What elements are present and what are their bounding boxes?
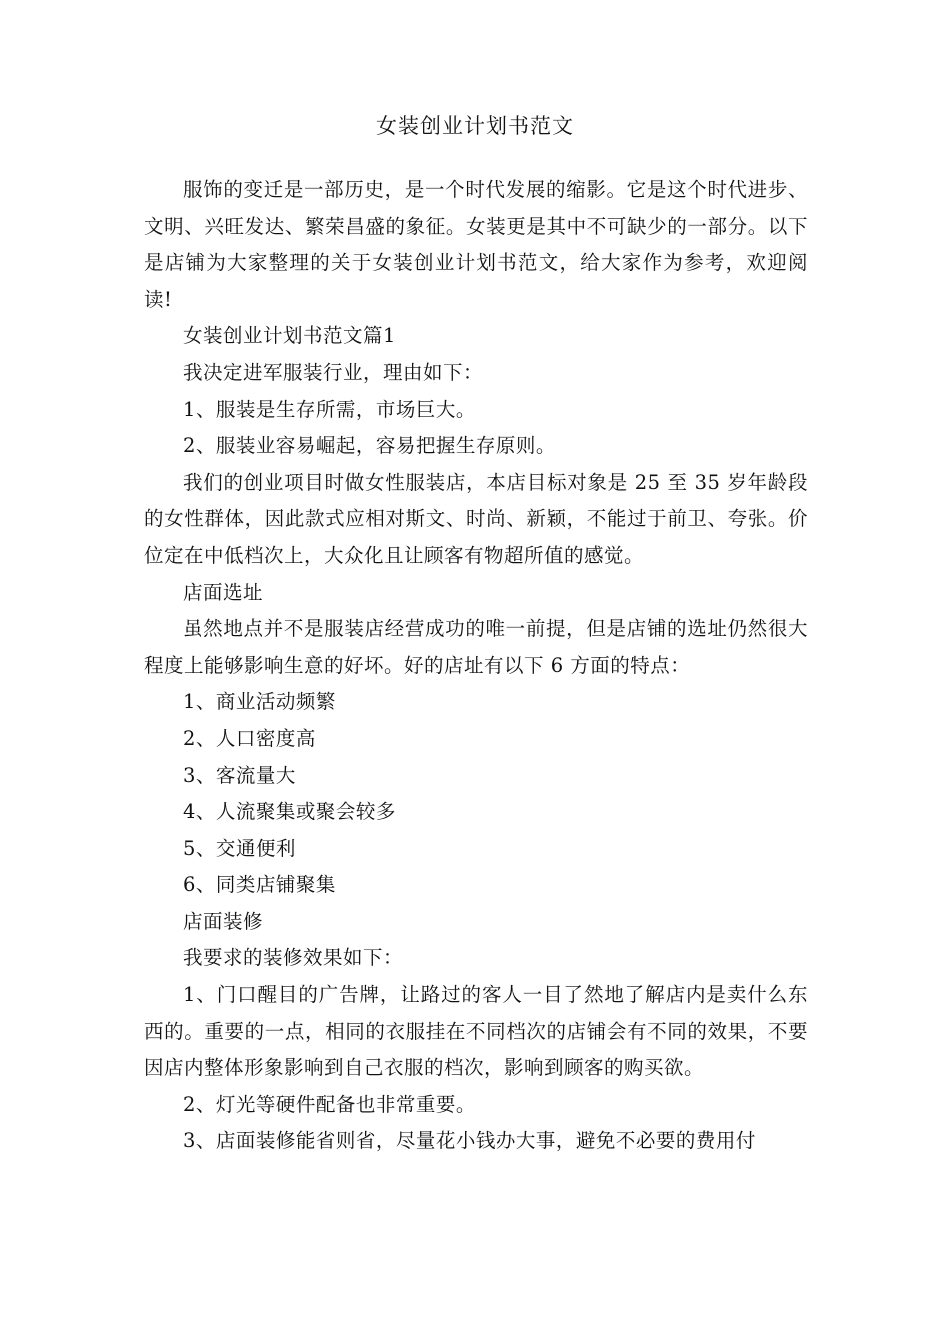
list-item: 4、人流聚集或聚会较多 [183,800,396,824]
list-item: 1、商业活动频繁 [183,690,336,714]
list-item: 6、同类店铺聚集 [183,873,336,897]
paragraph: 我决定进军服装行业，理由如下： [183,360,484,384]
paragraph-section-heading: 女装创业计划书范文篇1 [183,324,396,348]
paragraph-subheading: 店面装修 [183,909,264,933]
paragraph-subheading: 店面选址 [183,580,264,604]
paragraph: 虽然地点并不是服装店经营成功的唯一前提，但是店铺的选址仍然很大程度上能够影响生意的好坏。好的店址有以下 6 方面的特点： [144,617,808,677]
document-title: 女装创业计划书范文 [376,114,574,138]
list-item: 3、店面装修能省则省，尽量花小钱办大事，避免不必要的费用付 [183,1129,756,1153]
list-item: 5、交通便利 [183,836,296,860]
list-item: 2、灯光等硬件配备也非常重要。 [183,1092,476,1116]
list-item: 1、门口醒目的广告牌，让路过的客人一目了然地了解店内是卖什么东西的。重要的一点，相同的衣服挂在不同档次的店铺会有不同的效果，不要因店内整体形象影响到自己衣服的档次，影响到顾客的购买欲。 [144,983,808,1080]
document-body [144,172,808,1160]
list-item: 1、服装是生存所需，市场巨大。 [183,397,476,421]
list-item: 2、服装业容易崛起，容易把握生存原则。 [183,434,556,458]
list-item: 2、人口密度高 [183,726,316,750]
paragraph-intro: 服饰的变迁是一部历史，是一个时代发展的缩影。它是这个时代进步、文明、兴旺发达、繁荣昌盛的象征。女装更是其中不可缺少的一部分。以下是店铺为大家整理的关于女装创业计划书范文，给大家作为参考，欢迎阅读! [144,178,808,311]
paragraph: 我要求的装修效果如下： [183,946,404,970]
list-item: 3、客流量大 [183,763,296,787]
paragraph: 我们的创业项目时做女性服装店，本店目标对象是 25 至 35 岁年龄段的女性群体，因此款式应相对斯文、时尚、新颖，不能过于前卫、夸张。价位定在中低档次上，大众化且让顾客有物超所值的感觉。 [144,470,808,567]
